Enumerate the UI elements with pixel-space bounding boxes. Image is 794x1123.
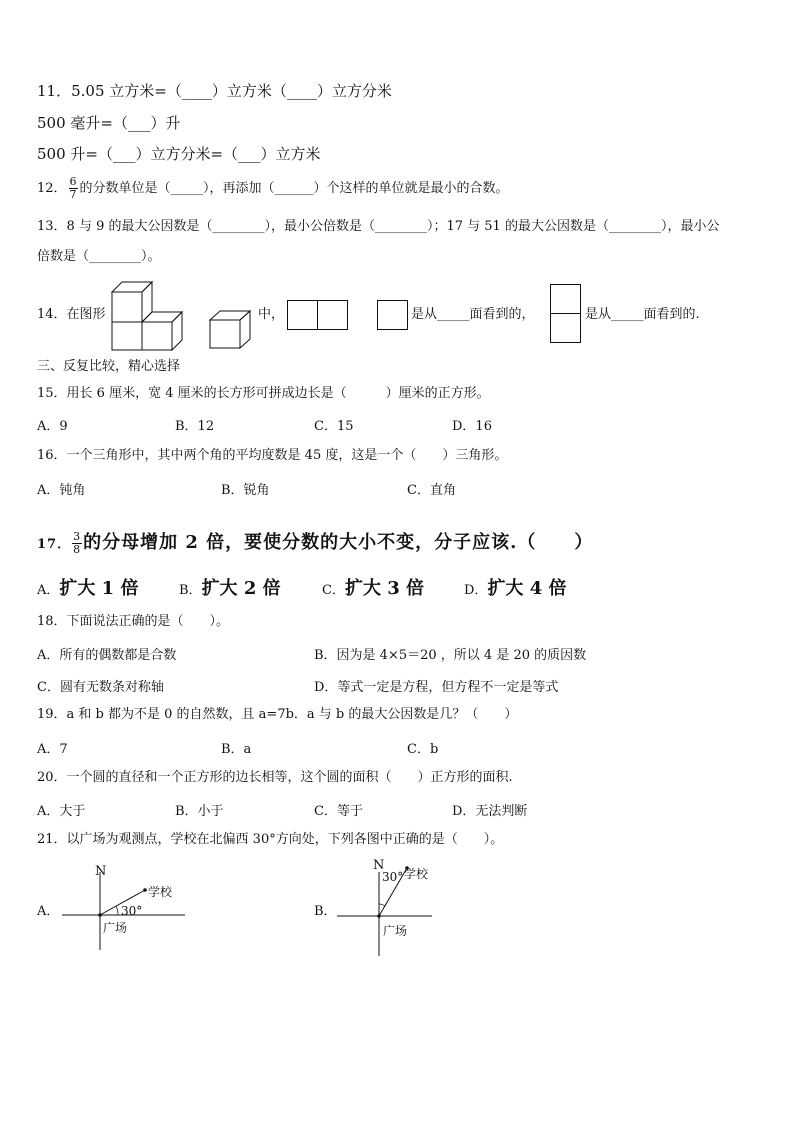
q17-option-d-text: 扩大 4 倍 — [487, 578, 567, 599]
q21-stem: 21．以广场为观测点，学校在北偏西 30°方向处，下列各图中正确的是（ ）。 — [37, 832, 504, 847]
q17-option-d-letter: D． — [464, 583, 488, 598]
q17-option-c-letter: C． — [322, 583, 345, 598]
q17-number: 17． — [37, 537, 72, 552]
q12-prefix: 12． — [37, 181, 67, 196]
q20-option-d: D．无法判断 — [452, 804, 528, 819]
q17 — [37, 528, 593, 560]
q16-option-c: C．直角 — [407, 483, 456, 498]
q16-stem: 16．一个三角形中，其中两个角的平均度数是 45 度，这是一个（ ）三角形。 — [37, 448, 508, 463]
q15-option-c: C．15 — [314, 419, 354, 434]
q14-mid: 中， — [258, 307, 285, 322]
q19-stem: 19．a 和 b 都为不是 0 的自然数，且 a=7b．a 与 b 的最大公因数是几？（ ） — [37, 707, 518, 722]
q17-option-a-text: 扩大 1 倍 — [59, 578, 139, 599]
q21-option-a-label: A． — [37, 904, 60, 919]
q17-fraction — [72, 531, 82, 556]
q16-option-a: A．钝角 — [37, 483, 86, 498]
q18-option-d: D．等式一定是方程，但方程不一定是等式 — [314, 680, 559, 695]
q14-single-cube-figure — [209, 310, 255, 350]
q18-option-a: A．所有的偶数都是合数 — [37, 648, 177, 663]
q21-b-square-label: 广场 — [383, 924, 408, 938]
q14-view2-square — [377, 300, 408, 330]
q12-frac-den: 7 — [69, 188, 77, 201]
q21-b-angle-label: 30° — [382, 870, 404, 884]
q17-option-d — [464, 574, 567, 600]
q17-option-c — [322, 574, 424, 600]
section3-heading: 三、反复比较，精心选择 — [37, 359, 181, 374]
q14-view1-square-a — [287, 300, 318, 330]
q12-suffix: 的分数单位是（_____），再添加（______）个这样的单位就是最小的合数。 — [79, 181, 509, 196]
q14-text2: 是从_____面看到的. — [585, 307, 700, 322]
q19-option-b: B．a — [221, 742, 252, 757]
q21-b-north-label: N — [373, 858, 385, 873]
q11-line1: 11．5.05 立方米=（____）立方米（____）立方分米 — [37, 82, 392, 100]
q12-fraction — [69, 176, 78, 201]
q21-option-b-label: B． — [314, 904, 337, 919]
q17-option-b-text: 扩大 2 倍 — [201, 578, 281, 599]
q17-stem: 的分母增加 2 倍，要使分数的大小不变，分子应该.（ ） — [83, 532, 594, 553]
q17-option-b-letter: B． — [179, 583, 202, 598]
q12 — [37, 174, 509, 204]
q11-line2: 500 毫升=（___）升 — [37, 114, 181, 132]
q15-option-d: D．16 — [452, 419, 492, 434]
q19-option-c: C．b — [407, 742, 439, 757]
q15-option-a: A．9 — [37, 419, 68, 434]
q18-stem: 18．下面说法正确的是（ ）。 — [37, 614, 230, 629]
q20-option-b: B．小于 — [175, 804, 224, 819]
q21-b-school-label: 学校 — [404, 867, 429, 881]
q19-option-a: A．7 — [37, 742, 68, 757]
q14-text1: 是从_____面看到的， — [411, 307, 535, 322]
q21-a-angle-label: 30° — [121, 904, 143, 918]
q14-view3-square-top — [550, 284, 581, 314]
q15-stem: 15．用长 6 厘米，宽 4 厘米的长方形可拼成边长是（ ）厘米的正方形。 — [37, 386, 490, 401]
q17-option-a — [37, 574, 138, 600]
q20-option-a: A．大于 — [37, 804, 86, 819]
q14-prefix: 14．在图形 — [37, 307, 106, 322]
q18-option-b: B．因为是 4×5＝20 ，所以 4 是 20 的质因数 — [314, 648, 587, 663]
q17-frac-num: 3 — [73, 529, 82, 543]
q21-a-square-label: 广场 — [103, 921, 128, 935]
q21-a-school-label: 学校 — [148, 885, 173, 899]
q17-option-a-letter: A． — [37, 583, 60, 598]
q16-option-b: B．锐角 — [221, 483, 270, 498]
q17-frac-den: 8 — [73, 542, 82, 556]
q21-a-north-label: N — [95, 864, 107, 879]
q17-option-c-text: 扩大 3 倍 — [344, 578, 425, 599]
q12-frac-num: 6 — [69, 175, 77, 188]
q11-line3: 500 升=（___）立方分米=（___）立方米 — [37, 145, 321, 163]
q14-view1-square-b — [317, 300, 348, 330]
q20-option-c: C．等于 — [314, 804, 363, 819]
q17-option-b — [179, 574, 281, 600]
q18-option-c: C．圆有无数条对称轴 — [37, 680, 164, 695]
q14-view3-square-bottom — [550, 313, 581, 343]
q13-line2: 倍数是（________）。 — [37, 249, 161, 264]
q15-option-b: B．12 — [175, 419, 215, 434]
q20-stem: 20．一个圆的直径和一个正方形的边长相等，这个圆的面积（ ）正方形的面积. — [37, 770, 513, 785]
q13-line1: 13．8 与 9 的最大公因数是（________），最小公倍数是（________）；17 与 51 的最大公因数是（________），最小公 — [37, 219, 720, 234]
q14-cube-stack-figure — [110, 280, 190, 352]
